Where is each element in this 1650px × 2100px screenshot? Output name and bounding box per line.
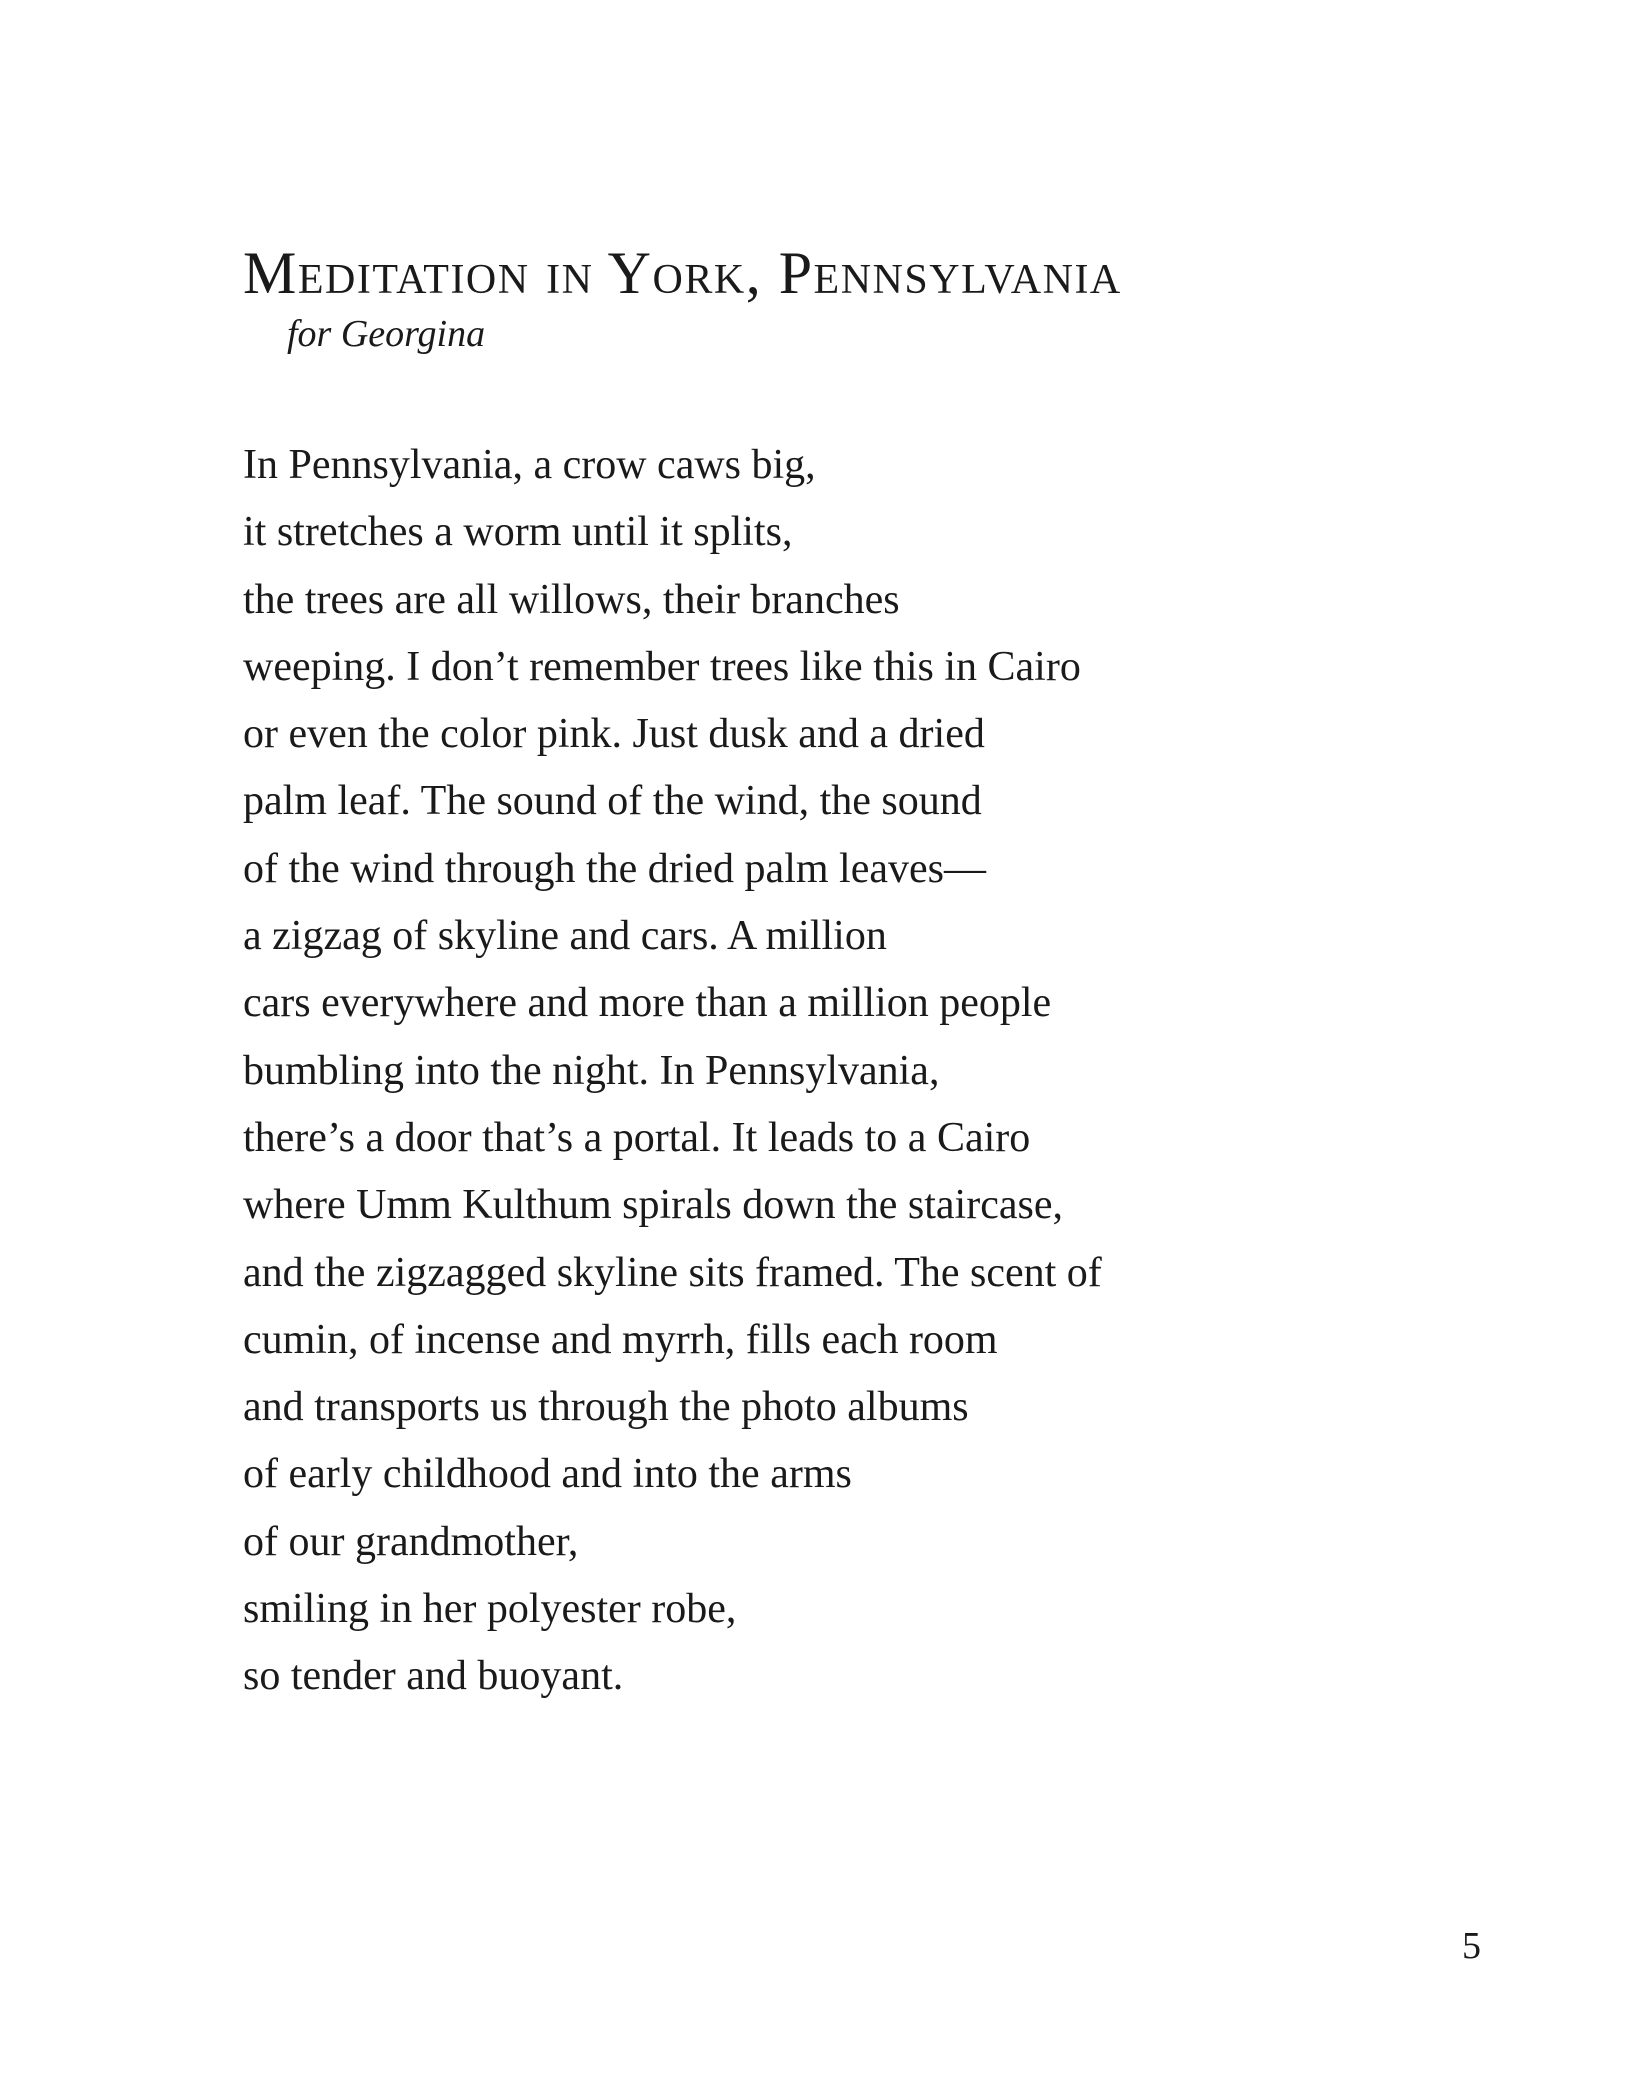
- poem-line: it stretches a worm until it splits,: [243, 509, 793, 556]
- poem-line: smiling in her polyester robe,: [243, 1586, 737, 1633]
- poem-line: of the wind through the dried palm leaves—: [243, 845, 986, 892]
- poem-line: In Pennsylvania, a crow caws big,: [243, 442, 816, 488]
- poem-line: where Umm Kulthum spirals down the staircase,: [243, 1182, 1063, 1229]
- poem-line: and transports us through the photo albums: [243, 1384, 969, 1431]
- poem-line: of early childhood and into the arms: [243, 1451, 852, 1498]
- poem-line: bumbling into the night. In Pennsylvania,: [243, 1047, 940, 1094]
- poem-line: and the zigzagged skyline sits framed. The scent of: [243, 1249, 1102, 1296]
- poem-line: weeping. I don’t remember trees like this in Cairo: [243, 643, 1081, 690]
- poem-line: so tender and buoyant.: [243, 1653, 624, 1700]
- poem-line: of our grandmother,: [243, 1518, 579, 1565]
- poem-line: cars everywhere and more than a million people: [243, 980, 1052, 1027]
- poem-body: [243, 432, 1102, 1711]
- poem-line: there’s a door that’s a portal. It leads to a Cairo: [243, 1114, 1031, 1161]
- poem-title: Meditation in York, Pennsylvania: [243, 240, 1122, 306]
- page-number: 5: [1462, 1925, 1481, 1967]
- poem-line: a zigzag of skyline and cars. A million: [243, 913, 887, 960]
- poem-line: cumin, of incense and myrrh, fills each room: [243, 1316, 998, 1363]
- poem-line: the trees are all willows, their branches: [243, 576, 900, 623]
- poem-line: palm leaf. The sound of the wind, the sound: [243, 778, 982, 825]
- poem-dedication: for Georgina: [287, 313, 486, 355]
- poem-line: or even the color pink. Just dusk and a dried: [243, 711, 985, 758]
